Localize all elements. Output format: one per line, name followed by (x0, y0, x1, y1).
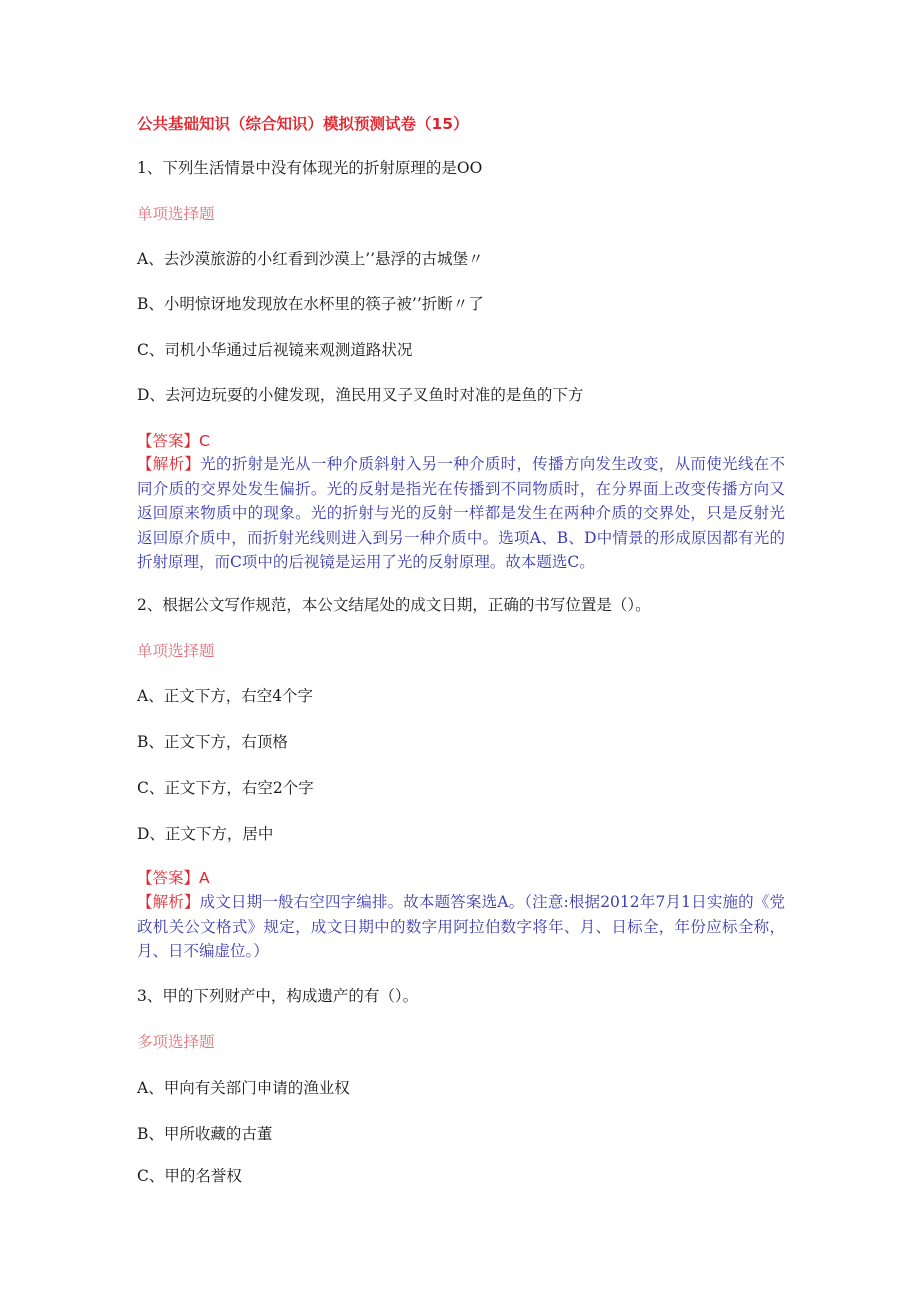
question-3-option-b: B、甲所收藏的古董 (137, 1125, 273, 1143)
question-1-answer (137, 430, 210, 452)
question-2-analysis (137, 890, 785, 964)
analysis-text: 光的折射是光从一种介质斜射入另一种介质时，传播方向发生改变，从而使光线在不同介质的交界处发生偏折。光的反射是指光在传播到不同物质时，在分界面上改变传播方向又返回原来物质中的现象。光的折射与光的反射一样都是发生在两种介质的交界处，只是反射光返回原介质中，而折射光线则进入到另一种介质中。选项A、B、D中情景的形成原因都有光的折射原理，而C项中的后视镜是运用了光的反射原理。故本题选C。 (137, 455, 785, 571)
answer-label: 【答案】 (137, 432, 200, 450)
question-2-type: 单项选择题 (137, 642, 215, 660)
answer-value: C (199, 432, 210, 450)
question-3-option-a: A、甲向有关部门申请的渔业权 (137, 1079, 350, 1097)
analysis-label: 【解析】 (137, 893, 200, 911)
answer-label: 【答案】 (137, 869, 200, 887)
question-1-analysis (137, 452, 785, 575)
question-2-stem: 2、根据公文写作规范，本公文结尾处的成文日期，正确的书写位置是（）。 (137, 596, 651, 614)
question-2-option-b: B、正文下方，右顶格 (137, 733, 288, 751)
question-2-option-d: D、正文下方，居中 (137, 825, 274, 843)
document-title: 公共基础知识（综合知识）模拟预测试卷（15） (137, 115, 469, 133)
question-1-stem: 1、下列生活情景中没有体现光的折射原理的是OO (137, 159, 483, 177)
question-1-option-d: D、去河边玩耍的小健发现，渔民用叉子叉鱼时对准的是鱼的下方 (137, 386, 584, 404)
question-3-type: 多项选择题 (137, 1033, 215, 1051)
question-3-option-c: C、甲的名誉权 (137, 1167, 242, 1185)
question-1-type: 单项选择题 (137, 205, 215, 223)
question-1-option-b: B、小明惊讶地发现放在水杯里的筷子被’’折断〃了 (137, 295, 484, 313)
question-1-option-c: C、司机小华通过后视镜来观测道路状况 (137, 341, 413, 359)
question-1-option-a: A、去沙漠旅游的小红看到沙漠上’’悬浮的古城堡〃 (137, 250, 484, 268)
question-2-option-c: C、正文下方，右空2个字 (137, 779, 314, 797)
analysis-label: 【解析】 (137, 455, 201, 473)
analysis-text: 成文日期一般右空四字编排。故本题答案选A。（注意:根据2012年7月1日实施的《党政机关公文格式》规定，成文日期中的数字用阿拉伯数字将年、月、日标全，年份应标全称，月、日不编虚位。） (137, 893, 785, 960)
question-2-option-a: A、正文下方，右空4个字 (137, 687, 314, 705)
answer-value: A (199, 869, 210, 887)
question-3-stem: 3、甲的下列财产中，构成遗产的有（）。 (137, 987, 419, 1005)
question-2-answer (137, 867, 210, 889)
